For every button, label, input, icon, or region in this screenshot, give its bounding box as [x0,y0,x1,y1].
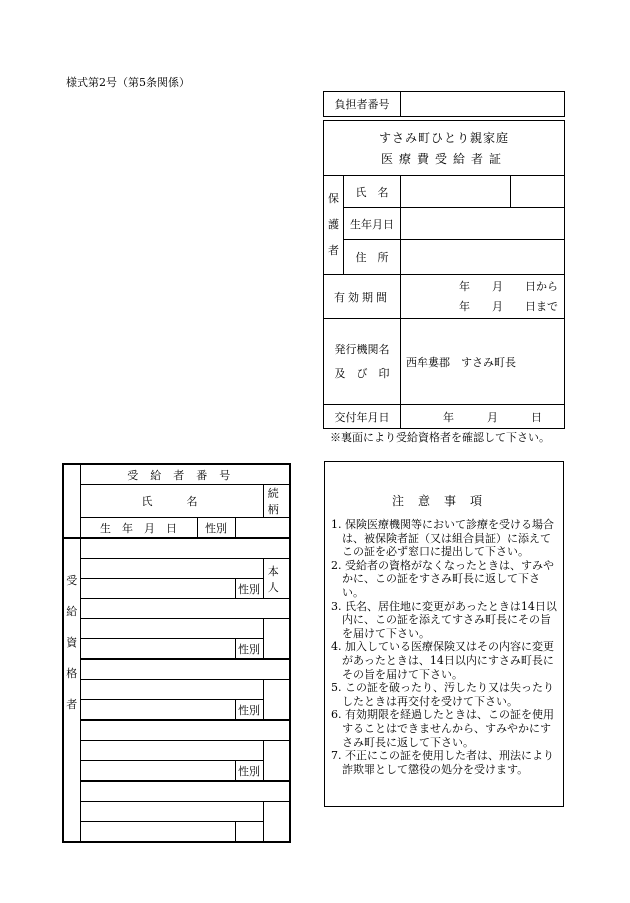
payer-number-label: 負担者番号 [324,92,401,117]
validity-from: 年 月 日から [459,279,558,293]
recipient-number-header: 受給者番号 [80,464,290,485]
guardian-dob-label: 生年月日 [344,208,401,240]
recipient2-sex-label: 性別 [235,639,263,660]
recipient-header-blank [235,518,290,539]
recipient-header-corner [63,464,80,538]
issue-date-label: 交付年月日 [324,405,401,429]
notice-item: 2. 受給者の資格がなくなったときは、すみやかに、この証をすさみ町長に返して下さい。 [331,558,554,599]
recipient4-dob-field[interactable] [80,761,235,782]
guardian-dob-field[interactable] [401,208,565,240]
guardian-name-extra-field[interactable] [511,176,565,208]
payer-number-value[interactable] [401,92,565,117]
recipient1-name-field[interactable] [80,559,263,579]
notice-list [331,518,557,776]
validity-to: 年 月 日まで [459,299,558,313]
validity-period-field[interactable] [401,275,565,319]
recipient5-sex-field[interactable] [235,822,263,843]
guardian-name-field[interactable] [401,176,511,208]
recipient2-dob-field[interactable] [80,639,235,660]
recipient5-name-field[interactable] [80,802,263,822]
notice-item: 3. 氏名、居住地に変更があったときは14日以内に、この証を添えてすさみ町長にその旨を届けて下さい。 [331,599,557,640]
recipient-table [62,463,302,843]
issuer-label: 発行機関名 及 び 印 [324,319,401,405]
form-number-label: 様式第2号（第5条関係） [66,76,190,89]
notice-item: 4. 加入している医療保険又はその内容に変更があったときは、14日以内にすさみ町長にその旨を届けて下さい。 [331,640,554,681]
notice-item: 1. 保険医療機関等において診療を受ける場合は、被保険者証（又は組合員証）に添えてこの証を必ず窓口に提出して下さい。 [331,518,554,559]
recipient-name-header: 氏 名 [80,485,263,518]
issue-date-field[interactable]: 年 月 日 [401,405,565,429]
card-title-line2: 医療費受給者証 [380,152,507,166]
card-title-line1: すさみ町ひとり親家庭 [378,131,509,145]
recipient2-name-field[interactable] [80,619,263,639]
recipient5-dob-field[interactable] [80,822,235,843]
recipient3-relation-field[interactable] [263,680,290,721]
recipient4-name-field[interactable] [80,741,263,761]
recipient4-number-field[interactable] [80,720,290,741]
recipient2-relation-field[interactable] [263,619,290,660]
notice-title: 注意事項 [391,494,496,508]
recipient-relation-header: 続柄 [263,485,290,518]
recipient3-sex-label: 性別 [235,700,263,721]
recipient3-dob-field[interactable] [80,700,235,721]
recipient4-relation-field[interactable] [263,741,290,782]
recipient-sex-header: 性別 [197,518,235,539]
notice-item: 6. 有効期限を経過したときは、この証を使用することはできませんから、すみやかにすさみ町長に返して下さい。 [331,708,554,749]
guardian-address-label: 住 所 [344,240,401,275]
validity-label: 有効期間 [324,275,401,319]
card-title [324,121,565,176]
certificate-card [323,120,565,429]
notice-item: 7. 不正にこの証を使用した者は、刑法により詐欺罪として懲役の処分を受けます。 [331,749,554,776]
recipient5-number-field[interactable] [80,781,290,802]
notice-box [324,461,564,807]
recipient5-relation-field[interactable] [263,802,290,843]
recipient1-dob-field[interactable] [80,579,235,599]
recipient-side-label: 受 給 資 格 者 [63,538,80,842]
notice-item: 5. この証を破ったり、汚したり又は失ったりしたときは再交付を受けて下さい。 [331,681,554,708]
recipient-dob-header: 生 年 月 日 [80,518,197,539]
recipient1-number-field[interactable] [80,538,290,559]
recipient3-name-field[interactable] [80,680,263,700]
recipient1-sex-label: 性別 [235,579,263,599]
recipient2-number-field[interactable] [80,599,290,619]
guardian-label: 保 護 者 [324,176,344,275]
guardian-address-field[interactable] [401,240,565,275]
recipient4-sex-label: 性別 [235,761,263,782]
recipient1-relation-self: 本 人 [263,559,290,599]
issuer-value: 西牟婁郡 すさみ町長 [401,319,565,405]
recipient3-number-field[interactable] [80,659,290,680]
back-side-note: ※裏面により受給資格者を確認して下さい。 [330,431,550,444]
payer-number-table [323,91,565,117]
guardian-name-label: 氏 名 [344,176,401,208]
